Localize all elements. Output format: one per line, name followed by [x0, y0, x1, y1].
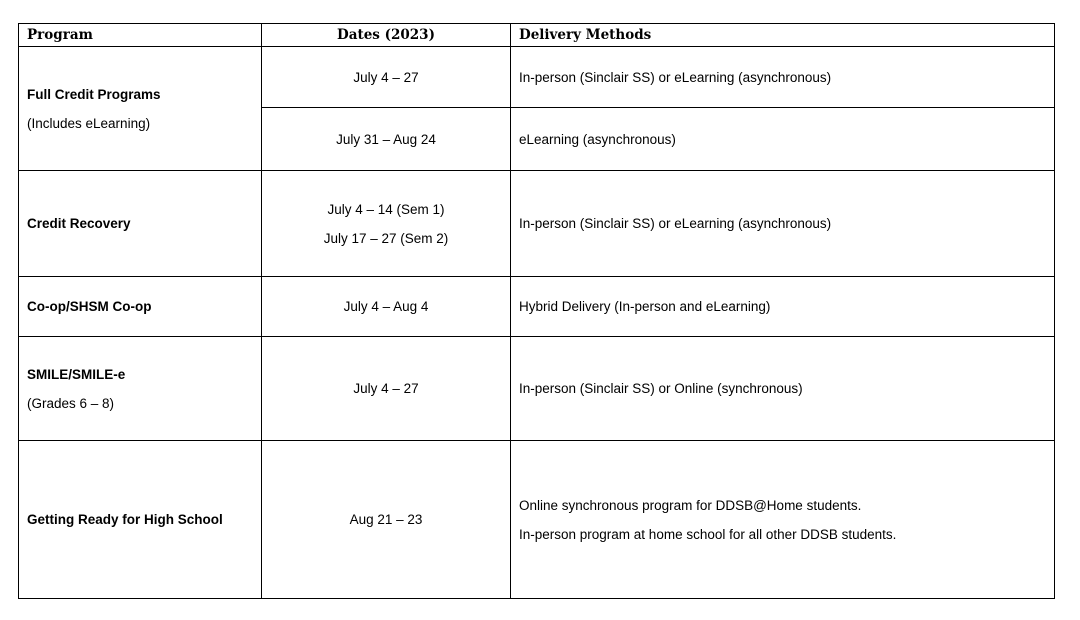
dates-line: July 4 – 14 (Sem 1) [327, 201, 445, 217]
delivery-line: Online synchronous program for DDSB@Home students. [519, 497, 862, 513]
program-cell-coop: Co-op/SHSM Co-op [19, 277, 262, 337]
table-row [19, 47, 1055, 108]
program-name: Full Credit Programs [27, 86, 161, 102]
table-row [19, 171, 1055, 277]
header-program: Program [19, 24, 262, 47]
table-row [19, 441, 1055, 599]
program-name: SMILE/SMILE-e [27, 366, 126, 382]
summer-programs-table [18, 23, 1055, 599]
dates-cell: Aug 21 – 23 [262, 441, 511, 599]
program-note: (Includes eLearning) [27, 115, 151, 131]
dates-line: July 17 – 27 (Sem 2) [323, 230, 449, 246]
dates-cell [262, 171, 511, 277]
delivery-cell [511, 441, 1055, 599]
program-note: (Grades 6 – 8) [27, 395, 115, 411]
dates-cell: July 4 – 27 [262, 47, 511, 108]
header-dates: Dates (2023) [262, 24, 511, 47]
dates-cell: July 4 – Aug 4 [262, 277, 511, 337]
table-row [19, 277, 1055, 337]
delivery-cell: In-person (Sinclair SS) or eLearning (asynchronous) [511, 47, 1055, 108]
program-cell-high-school: Getting Ready for High School [19, 441, 262, 599]
delivery-cell: In-person (Sinclair SS) or Online (synchronous) [511, 337, 1055, 441]
dates-cell: July 4 – 27 [262, 337, 511, 441]
delivery-cell: Hybrid Delivery (In-person and eLearning) [511, 277, 1055, 337]
delivery-cell: eLearning (asynchronous) [511, 108, 1055, 171]
delivery-line: In-person program at home school for all other DDSB students. [519, 526, 897, 542]
table-row [19, 337, 1055, 441]
delivery-cell: In-person (Sinclair SS) or eLearning (asynchronous) [511, 171, 1055, 277]
program-cell-smile [19, 337, 262, 441]
header-delivery: Delivery Methods [511, 24, 1055, 47]
header-row [19, 24, 1055, 47]
program-cell-full-credit [19, 47, 262, 171]
program-cell-credit-recovery: Credit Recovery [19, 171, 262, 277]
dates-cell: July 31 – Aug 24 [262, 108, 511, 171]
